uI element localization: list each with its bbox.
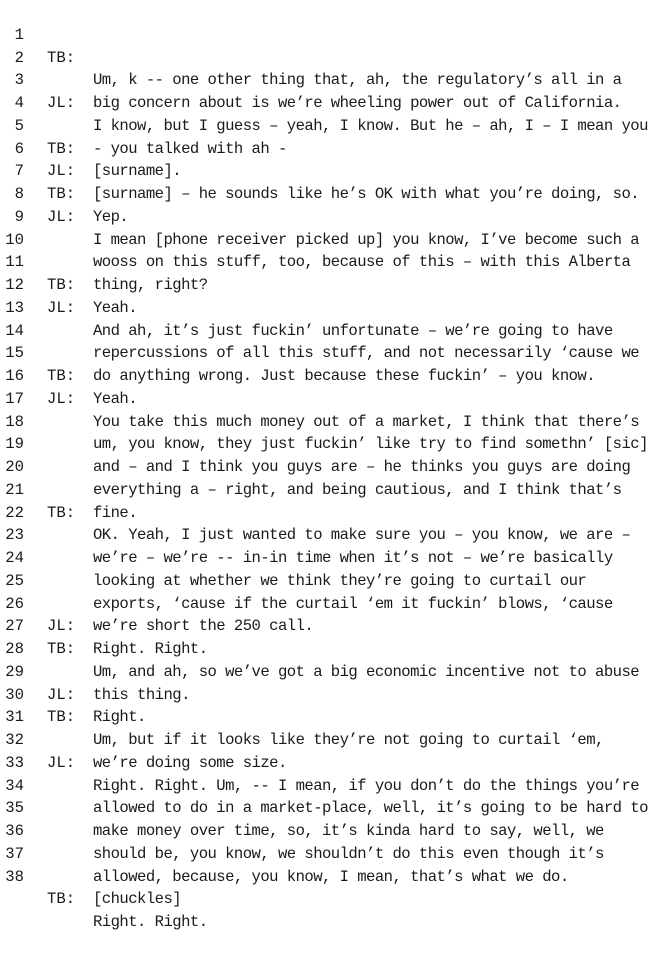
utterance-text: I know, but I guess – yeah, I know. But he – ah, I – I mean you <box>93 116 648 135</box>
line-number: 10 <box>5 230 24 249</box>
line-number: 29 <box>5 662 24 681</box>
utterance-text: looking at whether we think they’re going to curtail our <box>93 571 587 590</box>
line-number: 8 <box>14 185 24 203</box>
line-number: 3 <box>14 71 24 90</box>
speaker-label: TB: <box>47 708 76 727</box>
utterance-text: thing, right? <box>93 276 208 294</box>
utterance-text: we’re doing some size. <box>93 753 287 772</box>
speaker-label: JL: <box>47 617 76 636</box>
utterance-text: this thing. <box>93 685 190 704</box>
speaker-label: JL: <box>47 389 76 408</box>
utterance-text: Right. <box>93 708 146 727</box>
utterance-text: OK. Yeah, I just wanted to make sure you – you know, we are – <box>93 526 631 545</box>
utterance-text: repercussions of all this stuff, and not necessarily ‘cause we <box>93 344 640 363</box>
utterance-text: [chuckles] <box>93 890 182 909</box>
line-number: 14 <box>5 321 24 340</box>
line-number: 6 <box>14 139 24 158</box>
utterance-text: should be, you know, we shouldn’t do this even though it’s <box>93 844 604 863</box>
utterance-text: Right. Right. <box>93 640 208 658</box>
utterance-text: wooss on this stuff, too, because of this – with this Alberta <box>93 253 631 272</box>
speaker-label: TB: <box>47 640 76 658</box>
utterance-text: You take this much money out of a market, I think that there’s <box>93 412 640 431</box>
line-number: 5 <box>14 116 24 135</box>
line-number: 22 <box>5 503 24 522</box>
utterance-text: allowed to do in a market-place, well, it’s going to be hard to <box>93 799 648 818</box>
utterance-text: make money over time, so, it’s kinda hard to say, well, we <box>93 822 604 840</box>
speaker-label: TB: <box>47 185 76 203</box>
speaker-label: JL: <box>47 753 76 772</box>
speaker-label: JL: <box>47 685 76 704</box>
utterance-text: Right. Right. <box>93 913 208 931</box>
utterance-text: allowed, because, you know, I mean, that’s what we do. <box>93 867 569 886</box>
line-number: 34 <box>5 776 24 795</box>
line-number: 38 <box>5 867 24 886</box>
line-number: 24 <box>5 549 24 567</box>
utterance-text: I mean [phone receiver picked up] you know, I’ve become such a <box>93 230 640 249</box>
utterance-text: Yeah. <box>93 298 138 317</box>
utterance-text: [surname] – he sounds like he’s OK with what you’re doing, so. <box>93 185 640 203</box>
utterance-text: Um, k -- one other thing that, ah, the regulatory’s all in a <box>93 71 622 90</box>
utterance-text: exports, ‘cause if the curtail ‘em it fuckin’ blows, ‘cause <box>93 594 613 613</box>
line-number: 25 <box>5 571 24 590</box>
utterance-text: Um, but if it looks like they’re not going to curtail ‘em, <box>93 731 604 749</box>
line-number: 35 <box>5 799 24 818</box>
line-number: 36 <box>5 822 24 840</box>
line-number: 13 <box>5 298 24 317</box>
utterance-text: [surname]. <box>93 162 182 181</box>
line-number: 30 <box>5 685 24 704</box>
speaker-label: JL: <box>47 94 76 112</box>
line-number: 19 <box>5 435 24 454</box>
line-number: 23 <box>5 526 24 545</box>
utterance-text: we’re – we’re -- in-in time when it’s not – we’re basically <box>93 549 613 567</box>
utterance-text: we’re short the 250 call. <box>93 617 314 636</box>
utterance-text: And ah, it’s just fuckin’ unfortunate – we’re going to have <box>93 321 613 340</box>
line-number: 1 <box>14 25 24 44</box>
utterance-text: do anything wrong. Just because these fuckin’ – you know. <box>93 367 596 385</box>
line-number: 7 <box>14 162 24 181</box>
line-number: 2 <box>14 48 24 67</box>
line-number: 4 <box>14 94 24 112</box>
speaker-label: TB: <box>47 139 76 158</box>
line-number: 11 <box>5 253 24 272</box>
line-number: 9 <box>14 207 24 226</box>
utterance-text: um, you know, they just fuckin’ like try to find somethn’ [sic] <box>93 435 648 454</box>
utterance-text: - you talked with ah - <box>93 139 287 158</box>
speaker-label: JL: <box>47 207 76 226</box>
utterance-text: big concern about is we’re wheeling power out of California. <box>93 94 622 112</box>
speaker-label: TB: <box>47 276 76 294</box>
utterance-text: Yeah. <box>93 389 138 408</box>
line-number: 27 <box>5 617 24 636</box>
utterance-text: and – and I think you guys are – he thinks you guys are doing <box>93 458 631 476</box>
line-number: 26 <box>5 594 24 613</box>
line-number: 12 <box>5 276 24 294</box>
speaker-label: TB: <box>47 367 76 385</box>
transcript-line <box>0 1 653 90</box>
line-number: 20 <box>5 458 24 476</box>
line-number: 16 <box>5 367 24 385</box>
line-number: 33 <box>5 753 24 772</box>
utterance-text: everything a – right, and being cautious, and I think that’s <box>93 480 622 499</box>
utterance-text: Um, and ah, so we’ve got a big economic incentive not to abuse <box>93 662 640 681</box>
line-number: 28 <box>5 640 24 658</box>
speaker-label: TB: <box>47 48 76 67</box>
line-number: 31 <box>5 708 24 727</box>
speaker-label: TB: <box>47 503 76 522</box>
line-number: 32 <box>5 731 24 749</box>
speaker-label: JL: <box>47 162 76 181</box>
utterance-text: Right. Right. Um, -- I mean, if you don’t do the things you’re <box>93 776 640 795</box>
line-number: 15 <box>5 344 24 363</box>
speaker-label: TB: <box>47 890 76 909</box>
utterance-text: fine. <box>93 503 138 522</box>
line-number: 18 <box>5 412 24 431</box>
line-number: 17 <box>5 389 24 408</box>
line-number: 21 <box>5 480 24 499</box>
speaker-label: JL: <box>47 298 76 317</box>
transcript <box>0 1 653 931</box>
utterance-text: Yep. <box>93 207 129 226</box>
line-number: 37 <box>5 844 24 863</box>
